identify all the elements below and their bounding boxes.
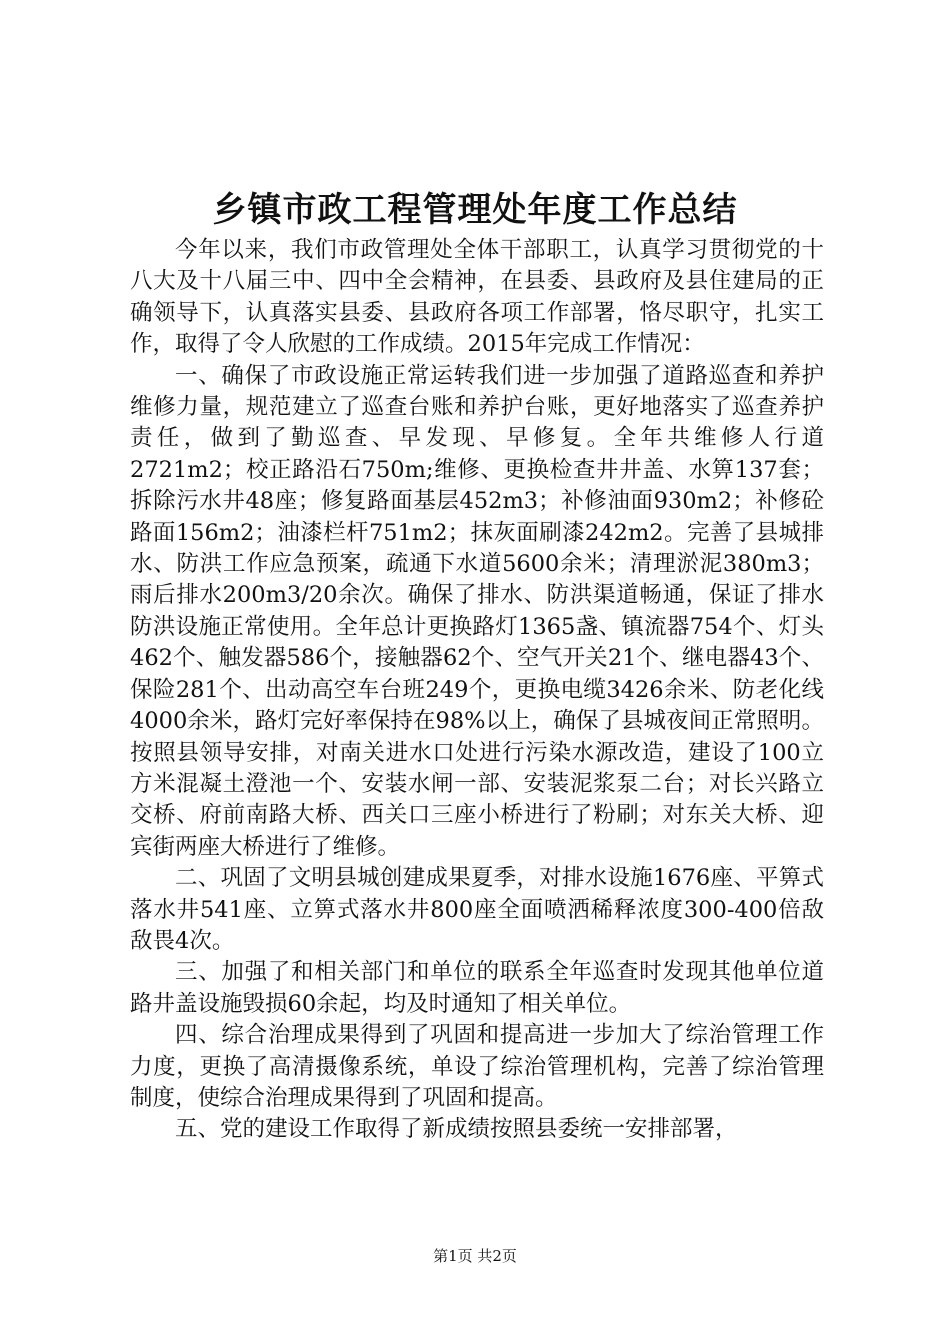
paragraph-section-4: 四、综合治理成果得到了巩固和提高进一步加大了综治管理工作力度，更换了高清摄像系统，单设了综治管理机构，完善了综治管理制度，使综合治理成果得到了巩固和提高。 xyxy=(130,1022,824,1111)
page-footer: 第1页 共2页 xyxy=(433,1247,517,1265)
paragraph-section-2: 二、巩固了文明县城创建成果夏季，对排水设施1676座、平箅式落水井541座、立箅式落水井800座全面喷洒稀释浓度300-400倍敌敌畏4次。 xyxy=(130,865,824,954)
paragraph-intro: 今年以来，我们市政管理处全体干部职工，认真学习贯彻党的十八大及十八届三中、四中全会精神，在县委、县政府及县住建局的正确领导下，认真落实县委、县政府各项工作部署，恪尽职守，扎实工作，取得了令人欣慰的工作成绩。2015年完成工作情况： xyxy=(130,237,824,358)
document-title: 乡镇市政工程管理处年度工作总结 xyxy=(212,190,738,230)
paragraph-section-1: 一、确保了市政设施正常运转我们进一步加强了道路巡查和养护维修力量，规范建立了巡查台账和养护台账，更好地落实了巡查养护责任，做到了勤巡查、早发现、早修复。全年共维修人行道2721m2；校正路沿石750m;维修、更换检查井井盖、水箅137套；拆除污水井48座；修复路面基层452m3；补修油面930m2；补修砼路面156m2；油漆栏杆751m2；抹灰面刷漆242m2。完善了县城排水、防洪工作应急预案，疏通下水道5600余米；清理淤泥380m3；雨后排水200m3/20余次。确保了排水、防洪渠道畅通，保证了排水防洪设施正常使用。全年总计更换路灯1365盏、镇流器754个、灯头462个、触发器586个，接触器62个、空气开关21个、继电器43个、保险281个、出动高空车台班249个，更换电缆3426余米、防老化线4000余米，路灯完好率保持在98%以上，确保了县城夜间正常照明。按照县领导安排，对南关进水口处进行污染水源改造，建设了100立方米混凝土澄池一个、安装水闸一部、安装泥浆泵二台；对长兴路立交桥、府前南路大桥、西关口三座小桥进行了粉刷；对东关大桥、迎宾街两座大桥进行了维修。 xyxy=(130,362,824,860)
document-body xyxy=(130,235,824,1146)
paragraph-section-3: 三、加强了和相关部门和单位的联系全年巡查时发现其他单位道路井盖设施毁损60余起，均及时通知了相关单位。 xyxy=(130,959,824,1017)
paragraph-section-5: 五、党的建设工作取得了新成绩按照县委统一安排部署， xyxy=(175,1116,738,1143)
